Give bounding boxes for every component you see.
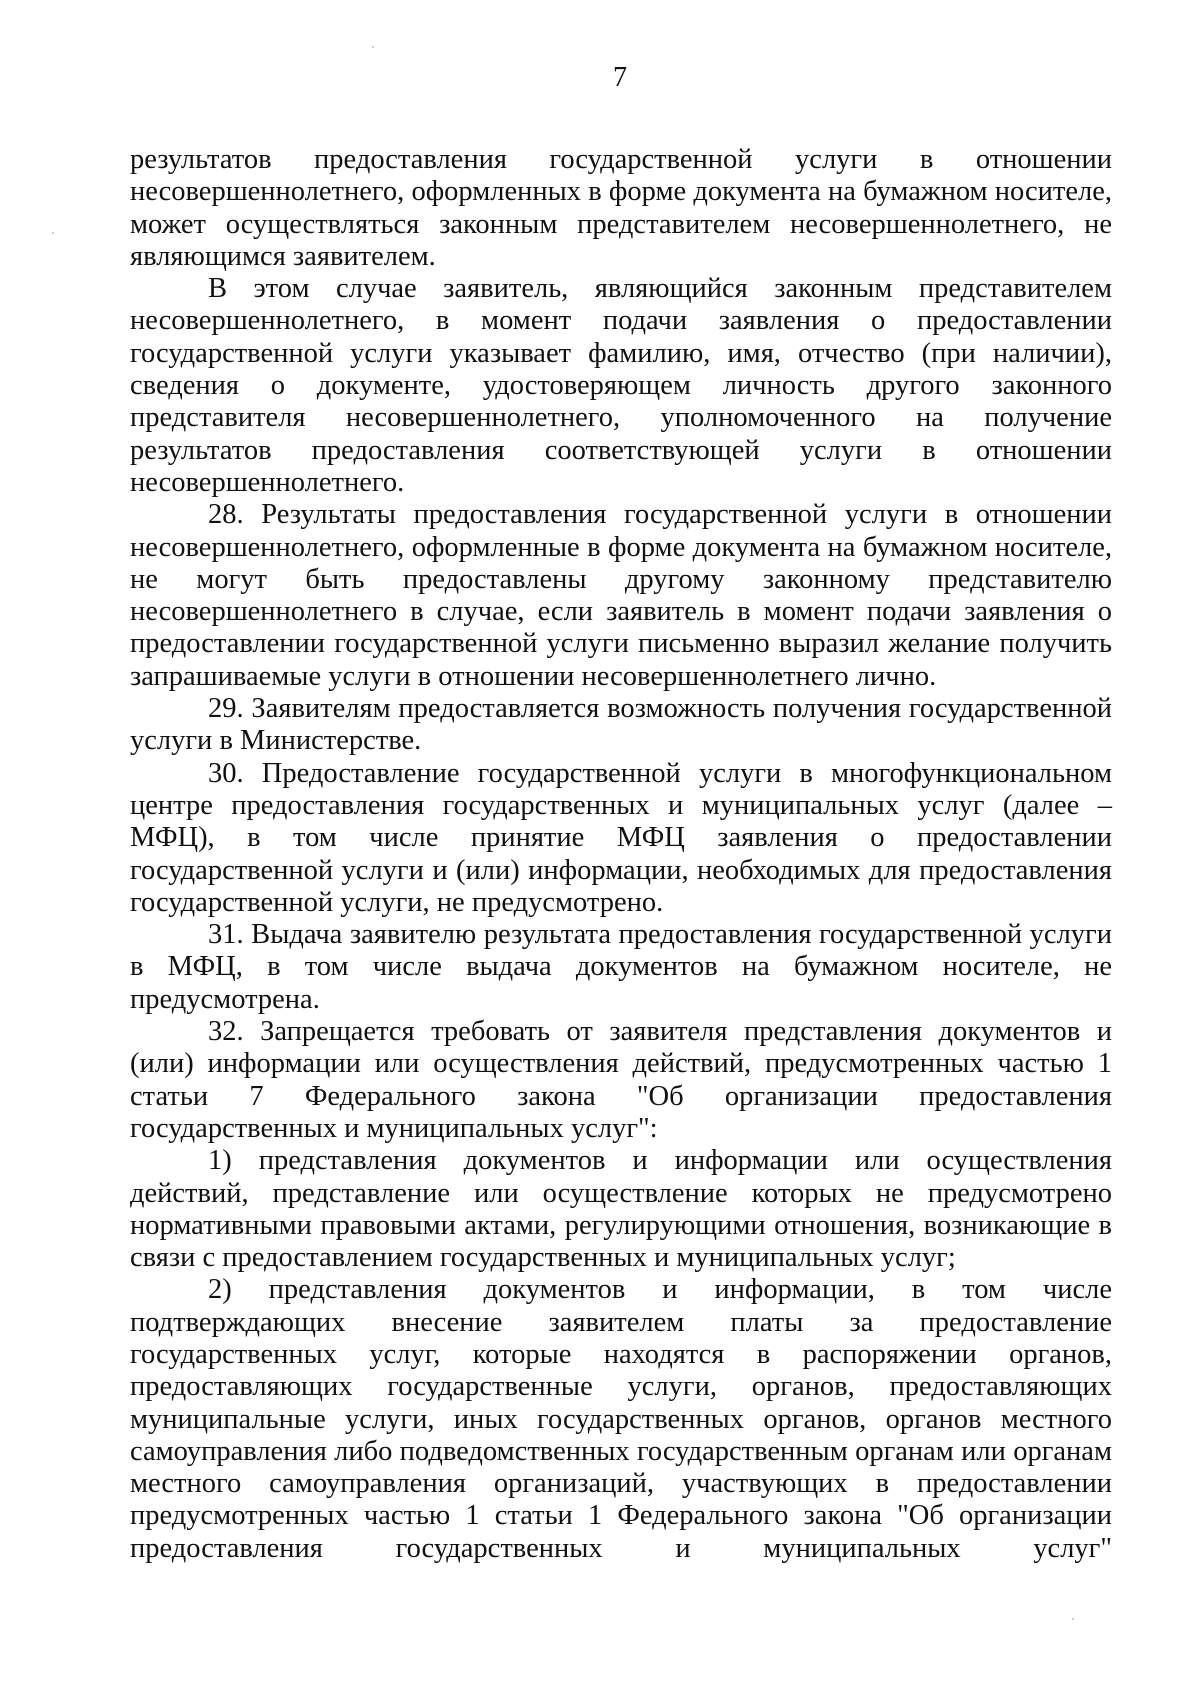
- scan-speck: [372, 46, 374, 48]
- paragraph-item-30: 30. Предоставление государственной услуги в многофункциональном центре предоставления государственных и муниципальных услуг (далее – МФЦ), в том числе принятие МФЦ заявления о предоставлении государственной услуги и (или) информации, необходимых для предоставления государственной услуги, не предусмотрено.: [130, 757, 1112, 918]
- paragraph-item-31: 31. Выдача заявителю результата предоставления государственной услуги в МФЦ, в том числе выдача документов на бумажном носителе, не предусмотрена.: [130, 919, 1112, 1015]
- document-body: [130, 144, 1112, 1565]
- paragraph-item-32: 32. Запрещается требовать от заявителя представления документов и (или) информации или осуществления действий, предусмотренных частью 1 статьи 7 Федерального закона "Об организации предоставления государственных и муниципальных услуг":: [130, 1016, 1112, 1144]
- scan-speck: [52, 232, 54, 234]
- paragraph-continuation: результатов предоставления государственной услуги в отношении несовершеннолетнего, оформленных в форме документа на бумажном носителе, может осуществляться законным представителем несовершеннолетнего, не являющимся заявителем.: [130, 144, 1112, 272]
- paragraph-subitem-1: 1) представления документов и информации или осуществления действий, представление или осуществление которых не предусмотрено нормативными правовыми актами, регулирующими отношения, возникающие в связи с предоставлением государственных и муниципальных услуг;: [130, 1145, 1112, 1274]
- scan-speck: [1072, 1618, 1074, 1620]
- paragraph-item-29: 29. Заявителям предоставляется возможность получения государственной услуги в Министерстве.: [130, 693, 1112, 757]
- page-number: 7: [613, 62, 627, 93]
- paragraph-representative-case: В этом случае заявитель, являющийся законным представителем несовершеннолетнего, в момент подачи заявления о предоставлении государственной услуги указывает фамилию, имя, отчество (при наличии), сведения о документе, удостоверяющем личность другого законного представителя несовершеннолетнего, уполномоченного на получение результатов предоставления соответствующей услуги в отношении несовершеннолетнего.: [130, 273, 1112, 498]
- paragraph-item-28: 28. Результаты предоставления государственной услуги в отношении несовершеннолетнего, оформленные в форме документа на бумажном носителе, не могут быть предоставлены другому законному представителю несовершеннолетнего в случае, если заявитель в момент подачи заявления о предоставлении государственной услуги письменно выразил желание получить запрашиваемые услуги в отношении несовершеннолетнего лично.: [130, 499, 1112, 692]
- paragraph-subitem-2: 2) представления документов и информации, в том числе подтверждающих внесение заявителем платы за предоставление государственных услуг, которые находятся в распоряжении органов, предоставляющих государственные услуги, органов, предоставляющих муниципальные услуги, иных государственных органов, органов местного самоуправления либо подведомственных государственным органам или органам местного самоуправления организаций, участвующих в предоставлении предусмотренных частью 1 статьи 1 Федерального закона "Об организации предоставления государственных и муниципальных услуг": [130, 1274, 1112, 1564]
